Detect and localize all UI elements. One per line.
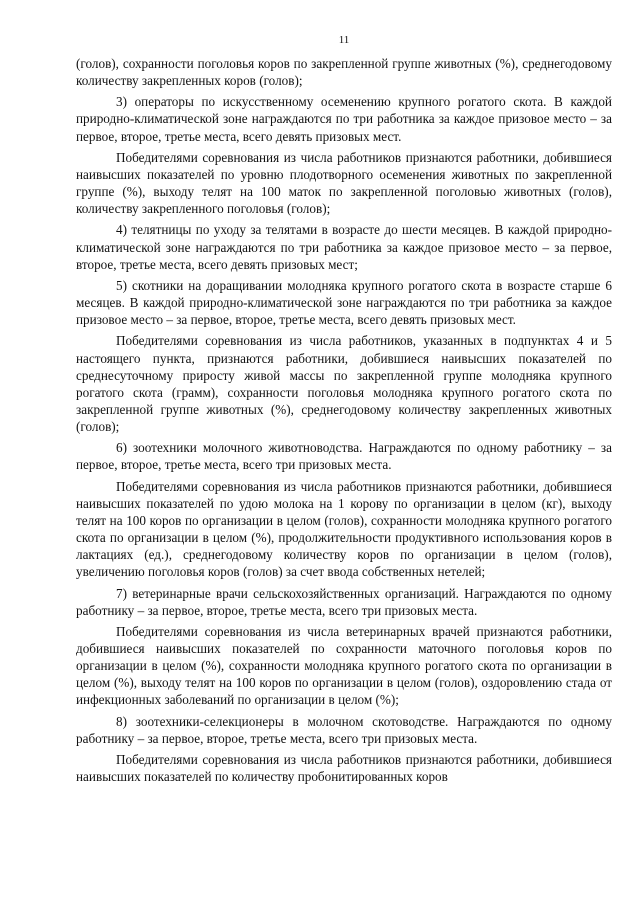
paragraph: 5) скотники на доращивании молодняка крупного рогатого скота в возрасте старше 6 месяцев. В каждой природно-климатической зоне награждаются по три работника за каждое призовое место – за первое, второе, третье места, всего девять призовых мест. — [76, 277, 612, 328]
paragraph: Победителями соревнования из числа ветеринарных врачей признаются работники, добившиеся наивысших показателей по сохранности маточного поголовья коров по организации в целом (%), сохранности молодняка крупного рогатого скота по организации в целом (%), выходу телят на 100 коров по организации в целом (голов), оздоровлению стада от инфекционных заболеваний по организации в целом (%); — [76, 623, 612, 708]
paragraph: 6) зоотехники молочного животноводства. Награждаются по одному работнику – за первое, второе, третье места, всего три призовых места. — [76, 440, 612, 473]
paragraph: 4) телятницы по уходу за телятами в возрасте до шести месяцев. В каждой природно-климатической зоне награждаются по три работника за каждое призовое место – за первое, второе, третье места, всего девять призовых мест; — [76, 222, 612, 272]
paragraph: 3) операторы по искусственному осеменению крупного рогатого скота. В каждой природно-климатической зоне награждаются по три работника за каждое призовое место – за первое, второе, третье места, всего девять призовых мест. — [76, 94, 612, 144]
page-number: 11 — [338, 34, 350, 46]
paragraph: 8) зоотехники-селекционеры в молочном скотоводстве. Награждаются по одному работнику – за первое, второе, третье места, всего три призовых места. — [76, 713, 612, 746]
paragraph: Победителями соревнования из числа работников, указанных в подпунктах 4 и 5 настоящего пункта, признаются работники, добившиеся наивысших показателей по среднесуточному приросту живой массы по закрепленной группе молодняка крупного рогатого скота (грамм), сохранности поголовья молодняка крупного рогатого скота по закрепленной группе животных (%), среднегодовому количеству закрепленных животных (голов); — [76, 333, 612, 435]
paragraph: Победителями соревнования из числа работников признаются работники, добившиеся наивысших показателей по удою молока на 1 корову по организации в целом (кг), выходу телят на 100 коров по организации в целом (голов), сохранности молодняка крупного рогатого скота по организации в целом (%), продолжительности продуктивного использования коров в лактациях (ед.), среднегодовому количеству коров по организации в целом (голов), увеличению поголовья коров (голов) за счет ввода собственных нетелей; — [76, 478, 612, 580]
paragraph: (голов), сохранности поголовья коров по закрепленной группе животных (%), среднегодовому количеству закрепленных коров (голов); — [76, 56, 612, 89]
paragraph: Победителями соревнования из числа работников признаются работники, добившиеся наивысших показателей по количеству пробонитированных коров — [76, 751, 612, 785]
paragraph: Победителями соревнования из числа работников признаются работники, добившиеся наивысших показателей по уровню плодотворного осеменения животных по закрепленной группе (%), выходу телят на 100 маток по закрепленной поголовью животных (голов), количеству закрепленного поголовья (голов); — [76, 149, 612, 217]
document-body — [76, 55, 612, 785]
paragraph: 7) ветеринарные врачи сельскохозяйственных организаций. Награждаются по одному работнику – за первое, второе, третье места, всего три призовых места. — [76, 585, 612, 618]
